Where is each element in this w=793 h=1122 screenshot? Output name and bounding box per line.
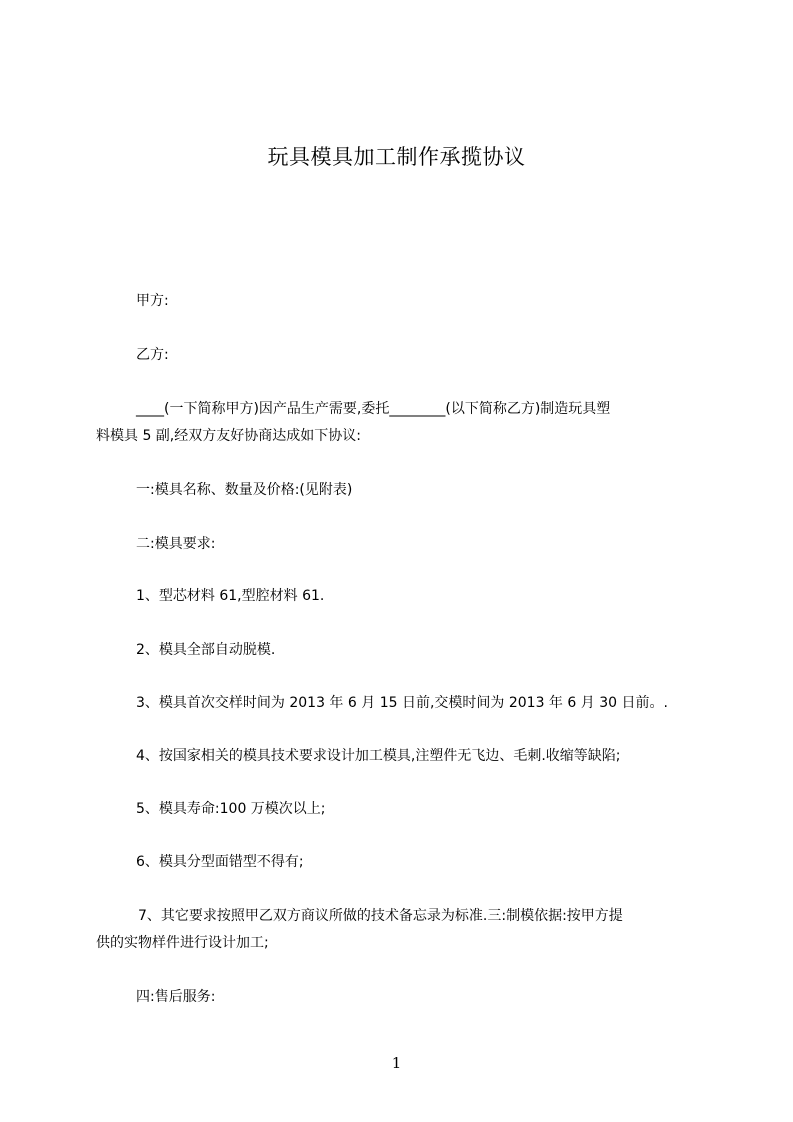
- requirement-2: 2、模具全部自动脱模.: [136, 642, 276, 658]
- intro-paragraph-line-1: ____(一下简称甲方)因产品生产需要,委托________(以下简称乙方)制造玩具塑: [136, 401, 611, 417]
- requirement-5: 5、模具寿命:100 万模次以上;: [136, 801, 326, 817]
- requirement-3: 3、模具首次交样时间为 2013 年 6 月 15 日前,交模时间为 2013 年 6 月 30 日前。.: [136, 695, 668, 711]
- requirement-6: 6、模具分型面错型不得有;: [136, 854, 304, 870]
- requirement-7-line-2: 供的实物样件进行设计加工;: [96, 935, 269, 951]
- requirement-1: 1、型芯材料 61,型腔材料 61.: [136, 588, 325, 604]
- party-b-label: 乙方:: [136, 347, 169, 363]
- document-title: 玩具模具加工制作承揽协议: [267, 145, 526, 169]
- party-a-label: 甲方:: [136, 293, 169, 309]
- requirement-7-line-1: 7、其它要求按照甲乙双方商议所做的技术备忘录为标准.三:制模依据:按甲方提: [138, 908, 623, 924]
- section-4-heading: 四:售后服务:: [136, 989, 216, 1005]
- requirement-4: 4、按国家相关的模具技术要求设计加工模具,注塑件无飞边、毛刺.收缩等缺陷;: [136, 748, 621, 764]
- section-2-heading: 二:模具要求:: [136, 536, 216, 552]
- section-1-heading: 一:模具名称、数量及价格:(见附表): [136, 482, 353, 498]
- intro-paragraph-line-2: 料模具 5 副,经双方友好协商达成如下协议:: [96, 428, 361, 444]
- page-number: 1: [391, 1054, 402, 1072]
